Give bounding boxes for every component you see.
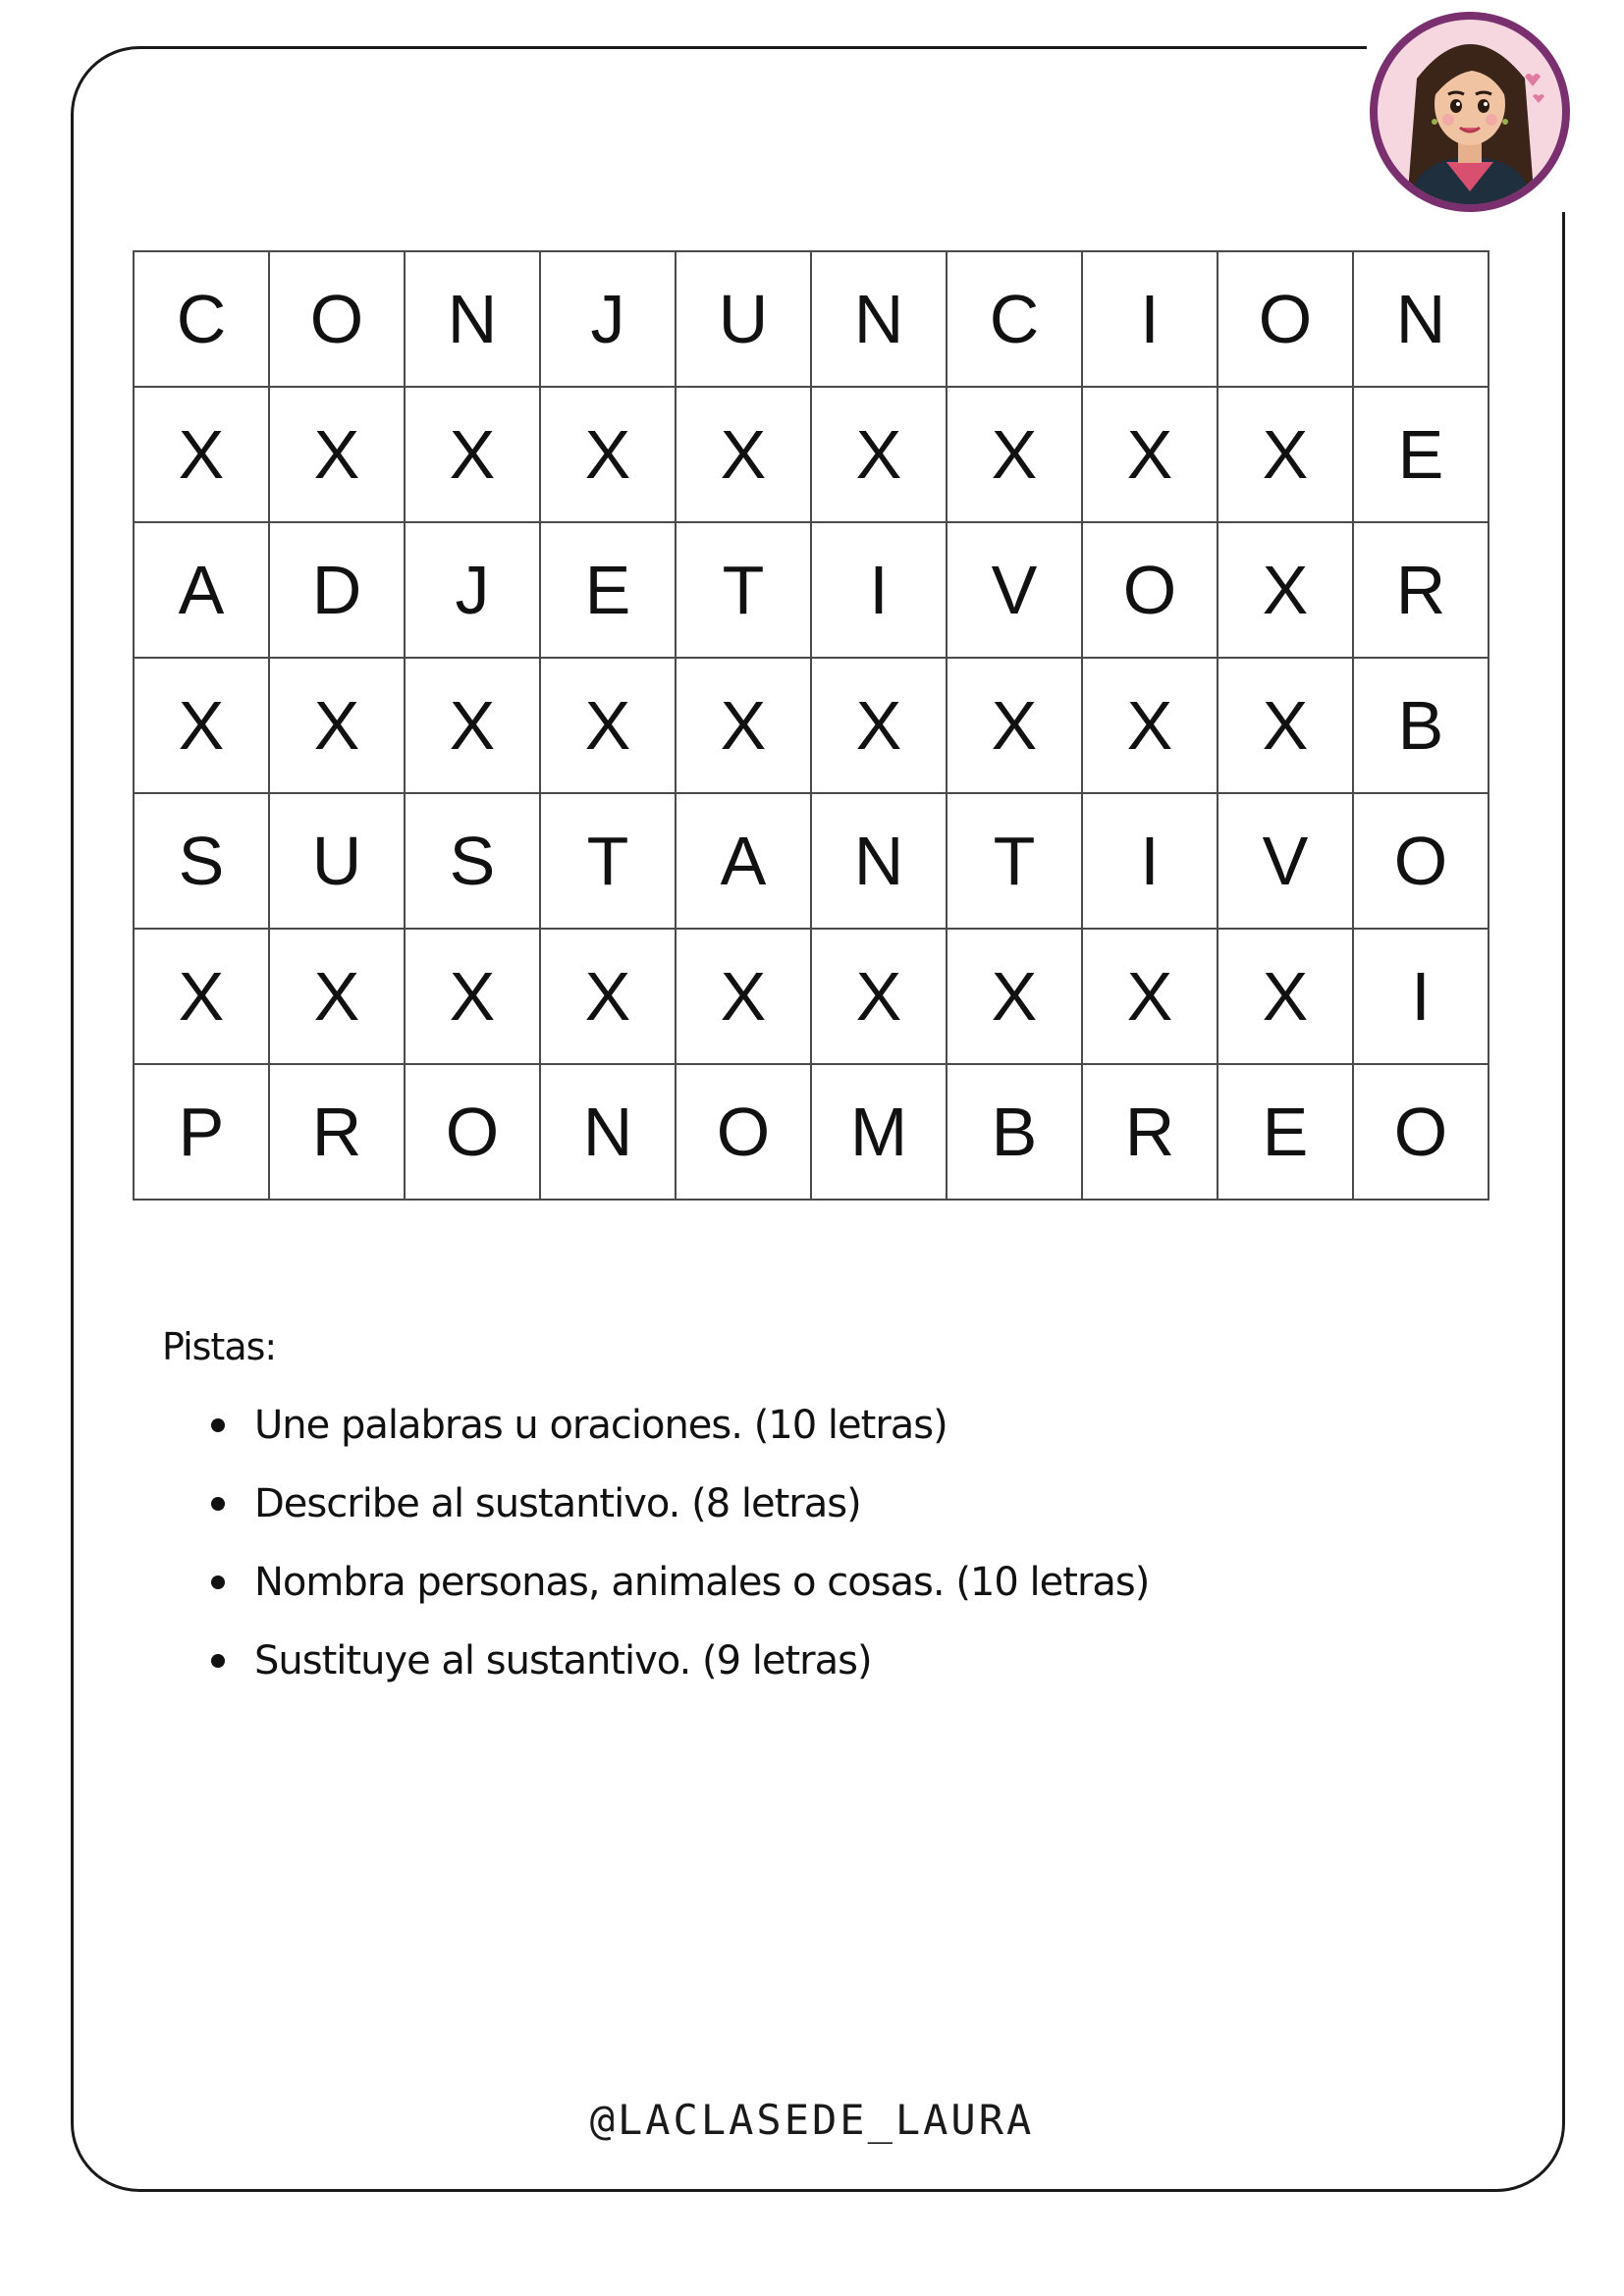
grid-cell[interactable]: O [1353, 793, 1489, 929]
grid-row [134, 929, 1489, 1064]
grid-cell[interactable]: O [405, 1064, 540, 1200]
grid-cell[interactable]: O [1353, 1064, 1489, 1200]
bullet-icon [211, 1654, 225, 1668]
grid-cell[interactable]: R [269, 1064, 405, 1200]
grid-cell[interactable]: X [676, 658, 811, 793]
grid-cell[interactable]: E [1353, 387, 1489, 522]
grid-cell[interactable]: A [134, 522, 269, 658]
grid-cell[interactable]: O [1218, 251, 1353, 387]
clue-text: Une palabras u oraciones. (10 letras) [254, 1403, 947, 1448]
grid-cell[interactable]: I [1082, 251, 1218, 387]
grid-cell[interactable]: T [540, 793, 676, 929]
grid-row [134, 522, 1489, 658]
grid-cell[interactable]: N [811, 793, 947, 929]
grid-cell[interactable]: I [1353, 929, 1489, 1064]
grid-cell[interactable]: B [947, 1064, 1082, 1200]
grid-cell[interactable]: X [1218, 929, 1353, 1064]
grid-cell[interactable]: X [134, 658, 269, 793]
grid-cell[interactable]: X [1218, 658, 1353, 793]
clue-text: Describe al sustantivo. (8 letras) [254, 1481, 861, 1526]
grid-cell[interactable]: X [1082, 929, 1218, 1064]
grid-cell[interactable]: C [947, 251, 1082, 387]
clues-title: Pistas: [162, 1325, 277, 1368]
grid-cell[interactable]: U [269, 793, 405, 929]
grid-cell[interactable]: X [811, 658, 947, 793]
grid-cell[interactable]: T [947, 793, 1082, 929]
grid-cell[interactable]: N [811, 251, 947, 387]
grid-cell[interactable]: X [269, 929, 405, 1064]
grid-cell[interactable]: R [1082, 1064, 1218, 1200]
grid-cell[interactable]: X [1082, 387, 1218, 522]
teacher-avatar-icon [1378, 20, 1562, 204]
grid-row [134, 1064, 1489, 1200]
grid-cell[interactable]: V [1218, 793, 1353, 929]
grid-cell[interactable]: X [1082, 658, 1218, 793]
grid-cell[interactable]: X [947, 929, 1082, 1064]
grid-cell[interactable]: C [134, 251, 269, 387]
grid-cell[interactable]: X [676, 387, 811, 522]
grid-cell[interactable]: X [1218, 522, 1353, 658]
word-search-grid [133, 250, 1489, 1201]
grid-row [134, 793, 1489, 929]
grid-cell[interactable]: I [811, 522, 947, 658]
grid-cell[interactable]: J [405, 522, 540, 658]
grid-cell[interactable]: T [676, 522, 811, 658]
grid-cell[interactable]: X [947, 387, 1082, 522]
grid-cell[interactable]: O [269, 251, 405, 387]
grid-cell[interactable]: E [540, 522, 676, 658]
grid-row [134, 658, 1489, 793]
grid-cell[interactable]: X [811, 387, 947, 522]
grid-cell[interactable]: X [269, 658, 405, 793]
grid-cell[interactable]: V [947, 522, 1082, 658]
avatar [1370, 12, 1570, 212]
grid-cell[interactable]: A [676, 793, 811, 929]
grid-cell[interactable]: R [1353, 522, 1489, 658]
grid-cell[interactable]: X [405, 658, 540, 793]
grid-cell[interactable]: X [540, 387, 676, 522]
clue-text: Sustituye al sustantivo. (9 letras) [254, 1638, 872, 1683]
clue-text: Nombra personas, animales o cosas. (10 letras) [254, 1560, 1150, 1605]
grid-cell[interactable]: X [947, 658, 1082, 793]
grid-cell[interactable]: M [811, 1064, 947, 1200]
bullet-icon [211, 1418, 225, 1432]
clues-list [211, 1399, 1149, 1713]
grid-cell[interactable]: D [269, 522, 405, 658]
grid-cell[interactable]: U [676, 251, 811, 387]
grid-cell[interactable]: O [1082, 522, 1218, 658]
grid-cell[interactable]: I [1082, 793, 1218, 929]
grid-cell[interactable]: S [405, 793, 540, 929]
bullet-icon [211, 1497, 225, 1511]
grid-cell[interactable]: X [540, 658, 676, 793]
clue-item [211, 1634, 1149, 1713]
grid-cell[interactable]: S [134, 793, 269, 929]
grid-cell[interactable]: E [1218, 1064, 1353, 1200]
grid-cell[interactable]: J [540, 251, 676, 387]
grid-cell[interactable]: X [811, 929, 947, 1064]
clue-item [211, 1477, 1149, 1556]
grid-cell[interactable]: N [405, 251, 540, 387]
grid-cell[interactable]: P [134, 1064, 269, 1200]
grid-cell[interactable]: B [1353, 658, 1489, 793]
grid-cell[interactable]: X [134, 929, 269, 1064]
grid-cell[interactable]: X [540, 929, 676, 1064]
clue-item [211, 1399, 1149, 1477]
grid-cell[interactable]: X [134, 387, 269, 522]
grid-row [134, 387, 1489, 522]
grid-cell[interactable]: X [405, 929, 540, 1064]
grid-cell[interactable]: N [1353, 251, 1489, 387]
grid-cell[interactable]: X [676, 929, 811, 1064]
grid-cell[interactable]: X [1218, 387, 1353, 522]
clue-item [211, 1556, 1149, 1634]
grid-cell[interactable]: X [405, 387, 540, 522]
grid-cell[interactable]: O [676, 1064, 811, 1200]
bullet-icon [211, 1575, 225, 1589]
footer-handle: @LACLASEDE_LAURA [589, 2096, 1035, 2144]
grid-cell[interactable]: X [269, 387, 405, 522]
grid-row [134, 251, 1489, 387]
grid-cell[interactable]: N [540, 1064, 676, 1200]
